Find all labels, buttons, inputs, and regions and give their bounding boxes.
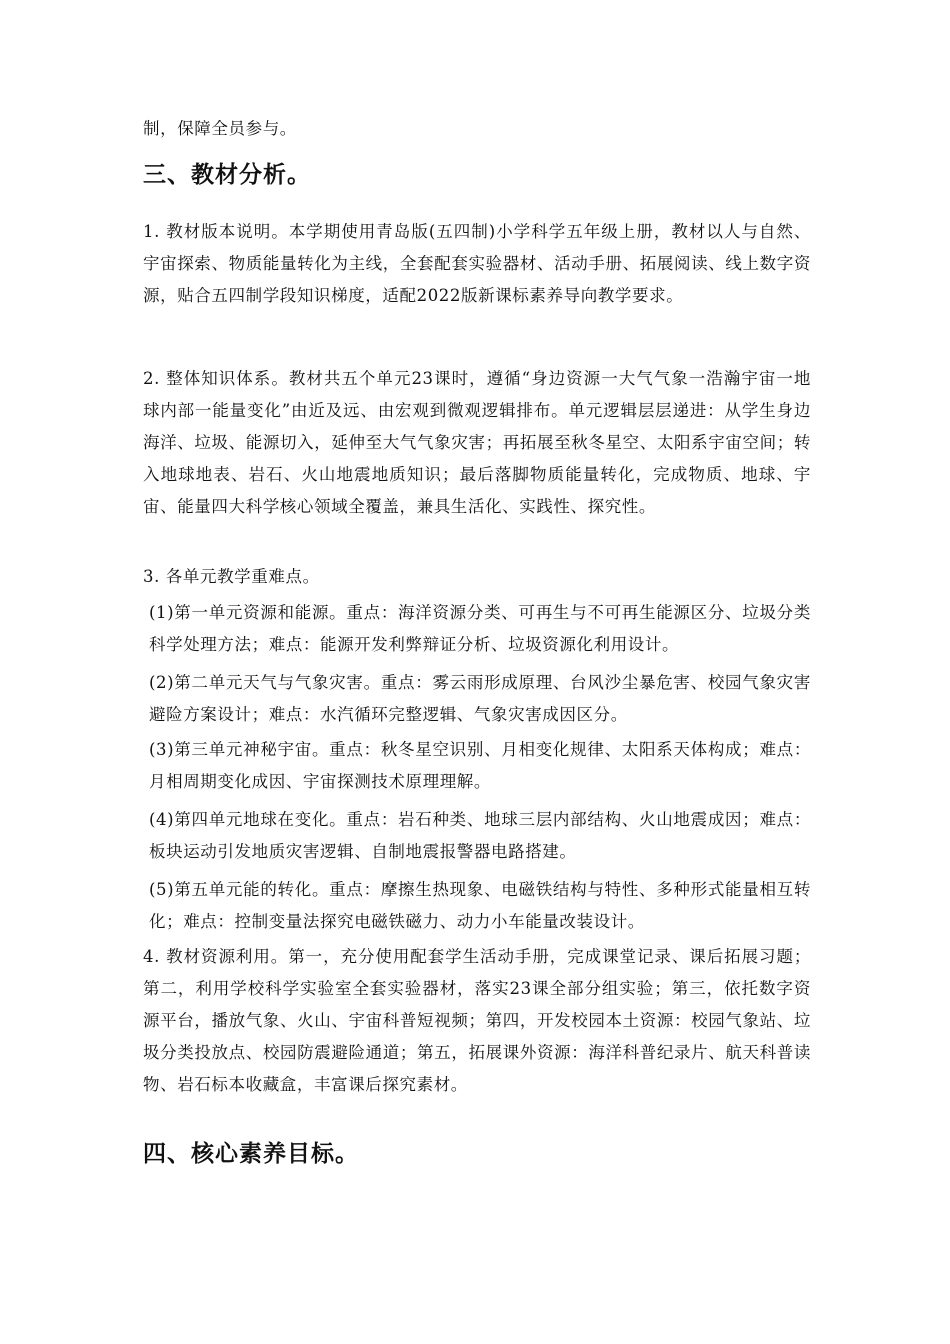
unit-1-focus: (1)第一单元资源和能源。重点：海洋资源分类、可再生与不可再生能源区分、垃圾分类科学处理方法；难点：能源开发利弊辩证分析、垃圾资源化利用设计。 [149, 603, 811, 654]
continuation-text: 制，保障全员参与。 [143, 119, 297, 138]
section-heading-4: 四、核心素养目标。 [143, 1141, 359, 1167]
paragraph-textbook-version: 1. 教材版本说明。本学期使用青岛版(五四制)小学科学五年级上册，教材以人与自然、宇宙探索、物质能量转化为主线，全套配套实验器材、活动手册、拓展阅读、线上数字资源，贴合五四制学段知识梯度，适配2022版新课标素养导向教学要求。 [143, 222, 811, 305]
unit-5-focus: (5)第五单元能的转化。重点：摩擦生热现象、电磁铁结构与特性、多种形式能量相互转化；难点：控制变量法探究电磁铁磁力、动力小车能量改装设计。 [149, 880, 811, 931]
unit-4-focus: (4)第四单元地球在变化。重点：岩石种类、地球三层内部结构、火山地震成因；难点：板块运动引发地质灾害逻辑、自制地震报警器电路搭建。 [149, 810, 811, 861]
section-heading-3: 三、教材分析。 [143, 162, 311, 188]
paragraph-resource-use: 4. 教材资源利用。第一，充分使用配套学生活动手册，完成课堂记录、课后拓展习题；第二，利用学校科学实验室全套实验器材，落实23课全部分组实验；第三，依托数字资源平台，播放气象、火山、宇宙科普短视频；第四，开发校园本土资源：校园气象站、垃圾分类投放点、校园防震避险通道；第五，拓展课外资源：海洋科普纪录片、航天科普读物、岩石标本收藏盒，丰富课后探究素材。 [143, 947, 811, 1094]
unit-2-focus: (2)第二单元天气与气象灾害。重点：雾云雨形成原理、台风沙尘暴危害、校园气象灾害避险方案设计；难点：水汽循环完整逻辑、气象灾害成因区分。 [149, 673, 811, 724]
paragraph-unit-focus-title: 3. 各单元教学重难点。 [143, 567, 320, 586]
paragraph-knowledge-system: 2. 整体知识体系。教材共五个单元23课时，遵循“身边资源一大气气象一浩瀚宇宙一地球内部一能量变化”由近及远、由宏观到微观逻辑排布。单元逻辑层层递进：从学生身边海洋、垃圾、能源切入，延伸至大气气象灾害；再拓展至秋冬星空、太阳系宇宙空间；转入地球地表、岩石、火山地震地质知识；最后落脚物质能量转化，完成物质、地球、宇宙、能量四大科学核心领域全覆盖，兼具生活化、实践性、探究性。 [143, 369, 811, 516]
unit-3-focus: (3)第三单元神秘宇宙。重点：秋冬星空识别、月相变化规律、太阳系天体构成；难点：月相周期变化成因、宇宙探测技术原理理解。 [149, 740, 811, 791]
